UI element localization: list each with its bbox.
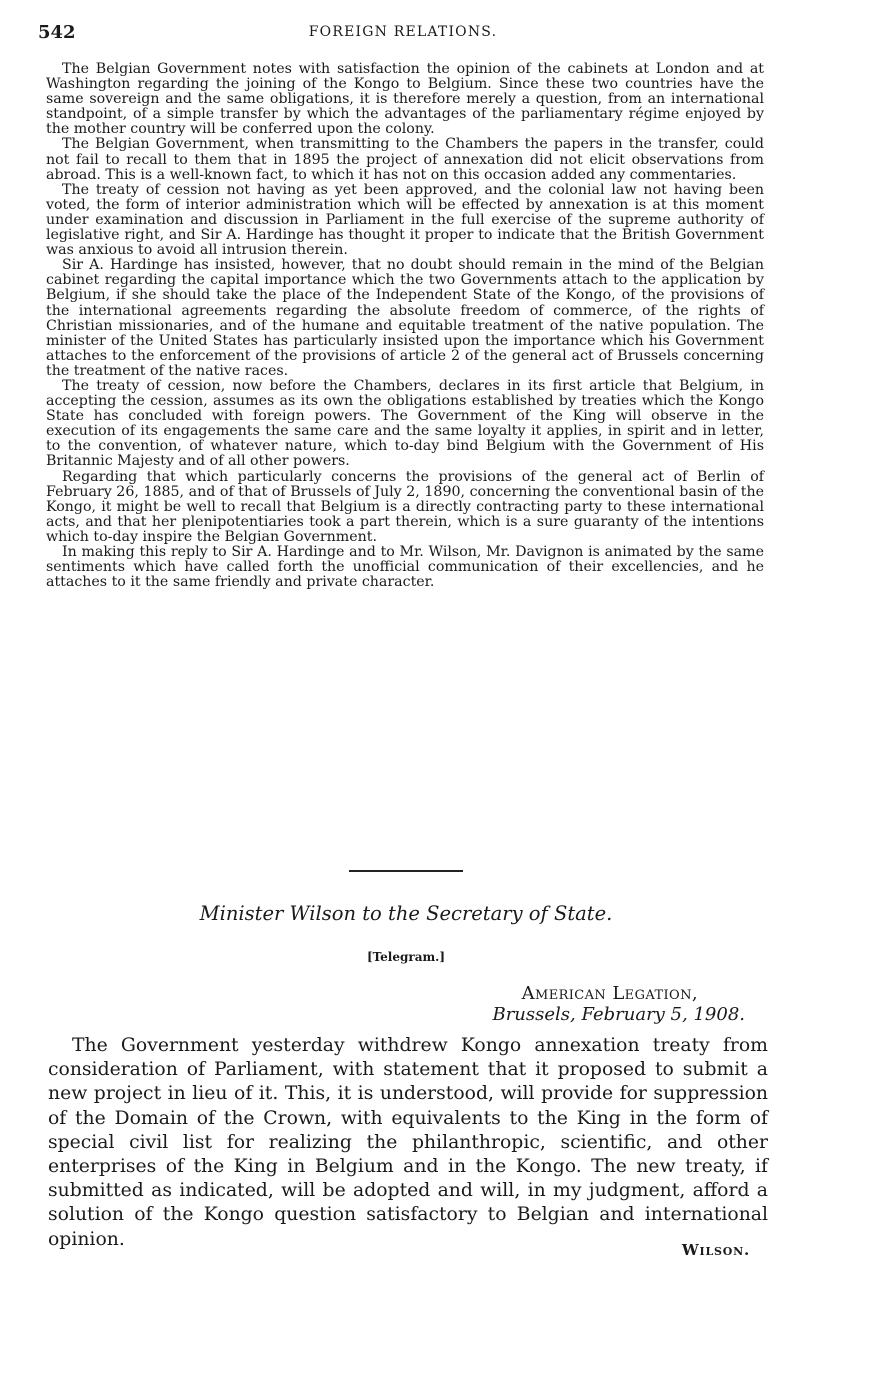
section-heading: Minister Wilson to the Secretary of State. xyxy=(199,902,613,925)
paragraph: Sir A. Hardinge has insisted, however, that no doubt should remain in the mind of the Belgian cabinet regarding the capital importance which the two Governments attach to the application by Belgium, if she should take the place of the Independent State of the Kongo, of the provisions of the international agreements regarding the absolute freedom of commerce, of the rights of Christian missionaries, and of the humane and equitable treatment of the native population. The minister of the United States has particularly insisted upon the importance which his Government attaches to the enforcement of the provisions of article 2 of the general act of Brussels concerning the treatment of the native races. xyxy=(46,257,764,379)
paragraph: The treaty of cession, now before the Chambers, declares in its first article that Belgium, in accepting the cession, assumes as its own the obligations established by treaties which the Kongo State has concluded with foreign powers. The Government of the King will observe in the execution of its engagements the same care and the same loyalty it applies, in spirit and in letter, to the convention, of whatever nature, which to-day bind Belgium with the Government of His Britannic Majesty and of all other powers. xyxy=(46,377,764,470)
page-number: 542 xyxy=(38,22,76,43)
telegram-tag: [Telegram.] xyxy=(366,950,446,964)
running-title: FOREIGN RELATIONS. xyxy=(308,24,498,40)
paragraph: The Belgian Government notes with satisfaction the opinion of the cabinets at London and at Washington regarding the joining of the Kongo to Belgium. Since these two countries have the same sovereign and the same obligations, it is therefore merely a question, from an international standpoint, of a simple transfer by which the advantages of the parliamentary régime enjoyed by the mother country will be conferred upon the colony. xyxy=(46,61,764,138)
paragraph: In making this reply to Sir A. Hardinge and to Mr. Wilson, Mr. Davignon is animated by the same sentiments which have called forth the unofficial communication of their excellencies, and he attaches to it the same friendly and private character. xyxy=(46,544,764,591)
page-header xyxy=(38,22,768,48)
section-divider xyxy=(349,870,463,872)
signature: Wilson. xyxy=(681,1241,750,1259)
letter-body xyxy=(46,62,764,590)
paragraph: The treaty of cession not having as yet been approved, and the colonial law not having been voted, the form of interior administration which will be effected by annexation is at this moment under examination and discussion in Parliament in the full exercise of the supreme authority of legislative right, and Sir A. Hardinge has thought it proper to indicate that the British Government was anxious to avoid all intrusion therein. xyxy=(46,181,764,259)
paragraph: The Belgian Government, when transmitting to the Chambers the papers in the transfer, could not fail to recall to them that in 1895 the project of annexation did not elicit observations from abroad. This is a well-known fact, to which it has not on this occasion added any commentaries. xyxy=(46,136,764,183)
sender-location: American Legation, xyxy=(521,983,698,1004)
paragraph: Regarding that which particularly concerns the provisions of the general act of Berlin of February 26, 1885, and of that of Brussels of July 2, 1890, concerning the conventional basin of the Kongo, it might be well to recall that Belgium is a directly contracting party to these international acts, and that her plenipotentiaries took a part therein, which is a sure guaranty of the intentions which to-day inspire the Belgian Government. xyxy=(46,468,764,545)
telegram-body: The Government yesterday withdrew Kongo annexation treaty from consideration of Parliament, with statement that it proposed to submit a new project in lieu of it. This, it is understood, will provide for suppression of the Domain of the Crown, with equivalents to the King in the form of special civil list for realizing the philanthropic, scientific, and other enterprises of the King in Belgium and in the Kongo. The new treaty, if submitted as indicated, will be adopted and will, in my judgment, afford a solution of the Kongo question satisfactory to Belgian and international opinion. xyxy=(48,1035,768,1250)
dateline: Brussels, February 5, 1908. xyxy=(492,1004,745,1025)
